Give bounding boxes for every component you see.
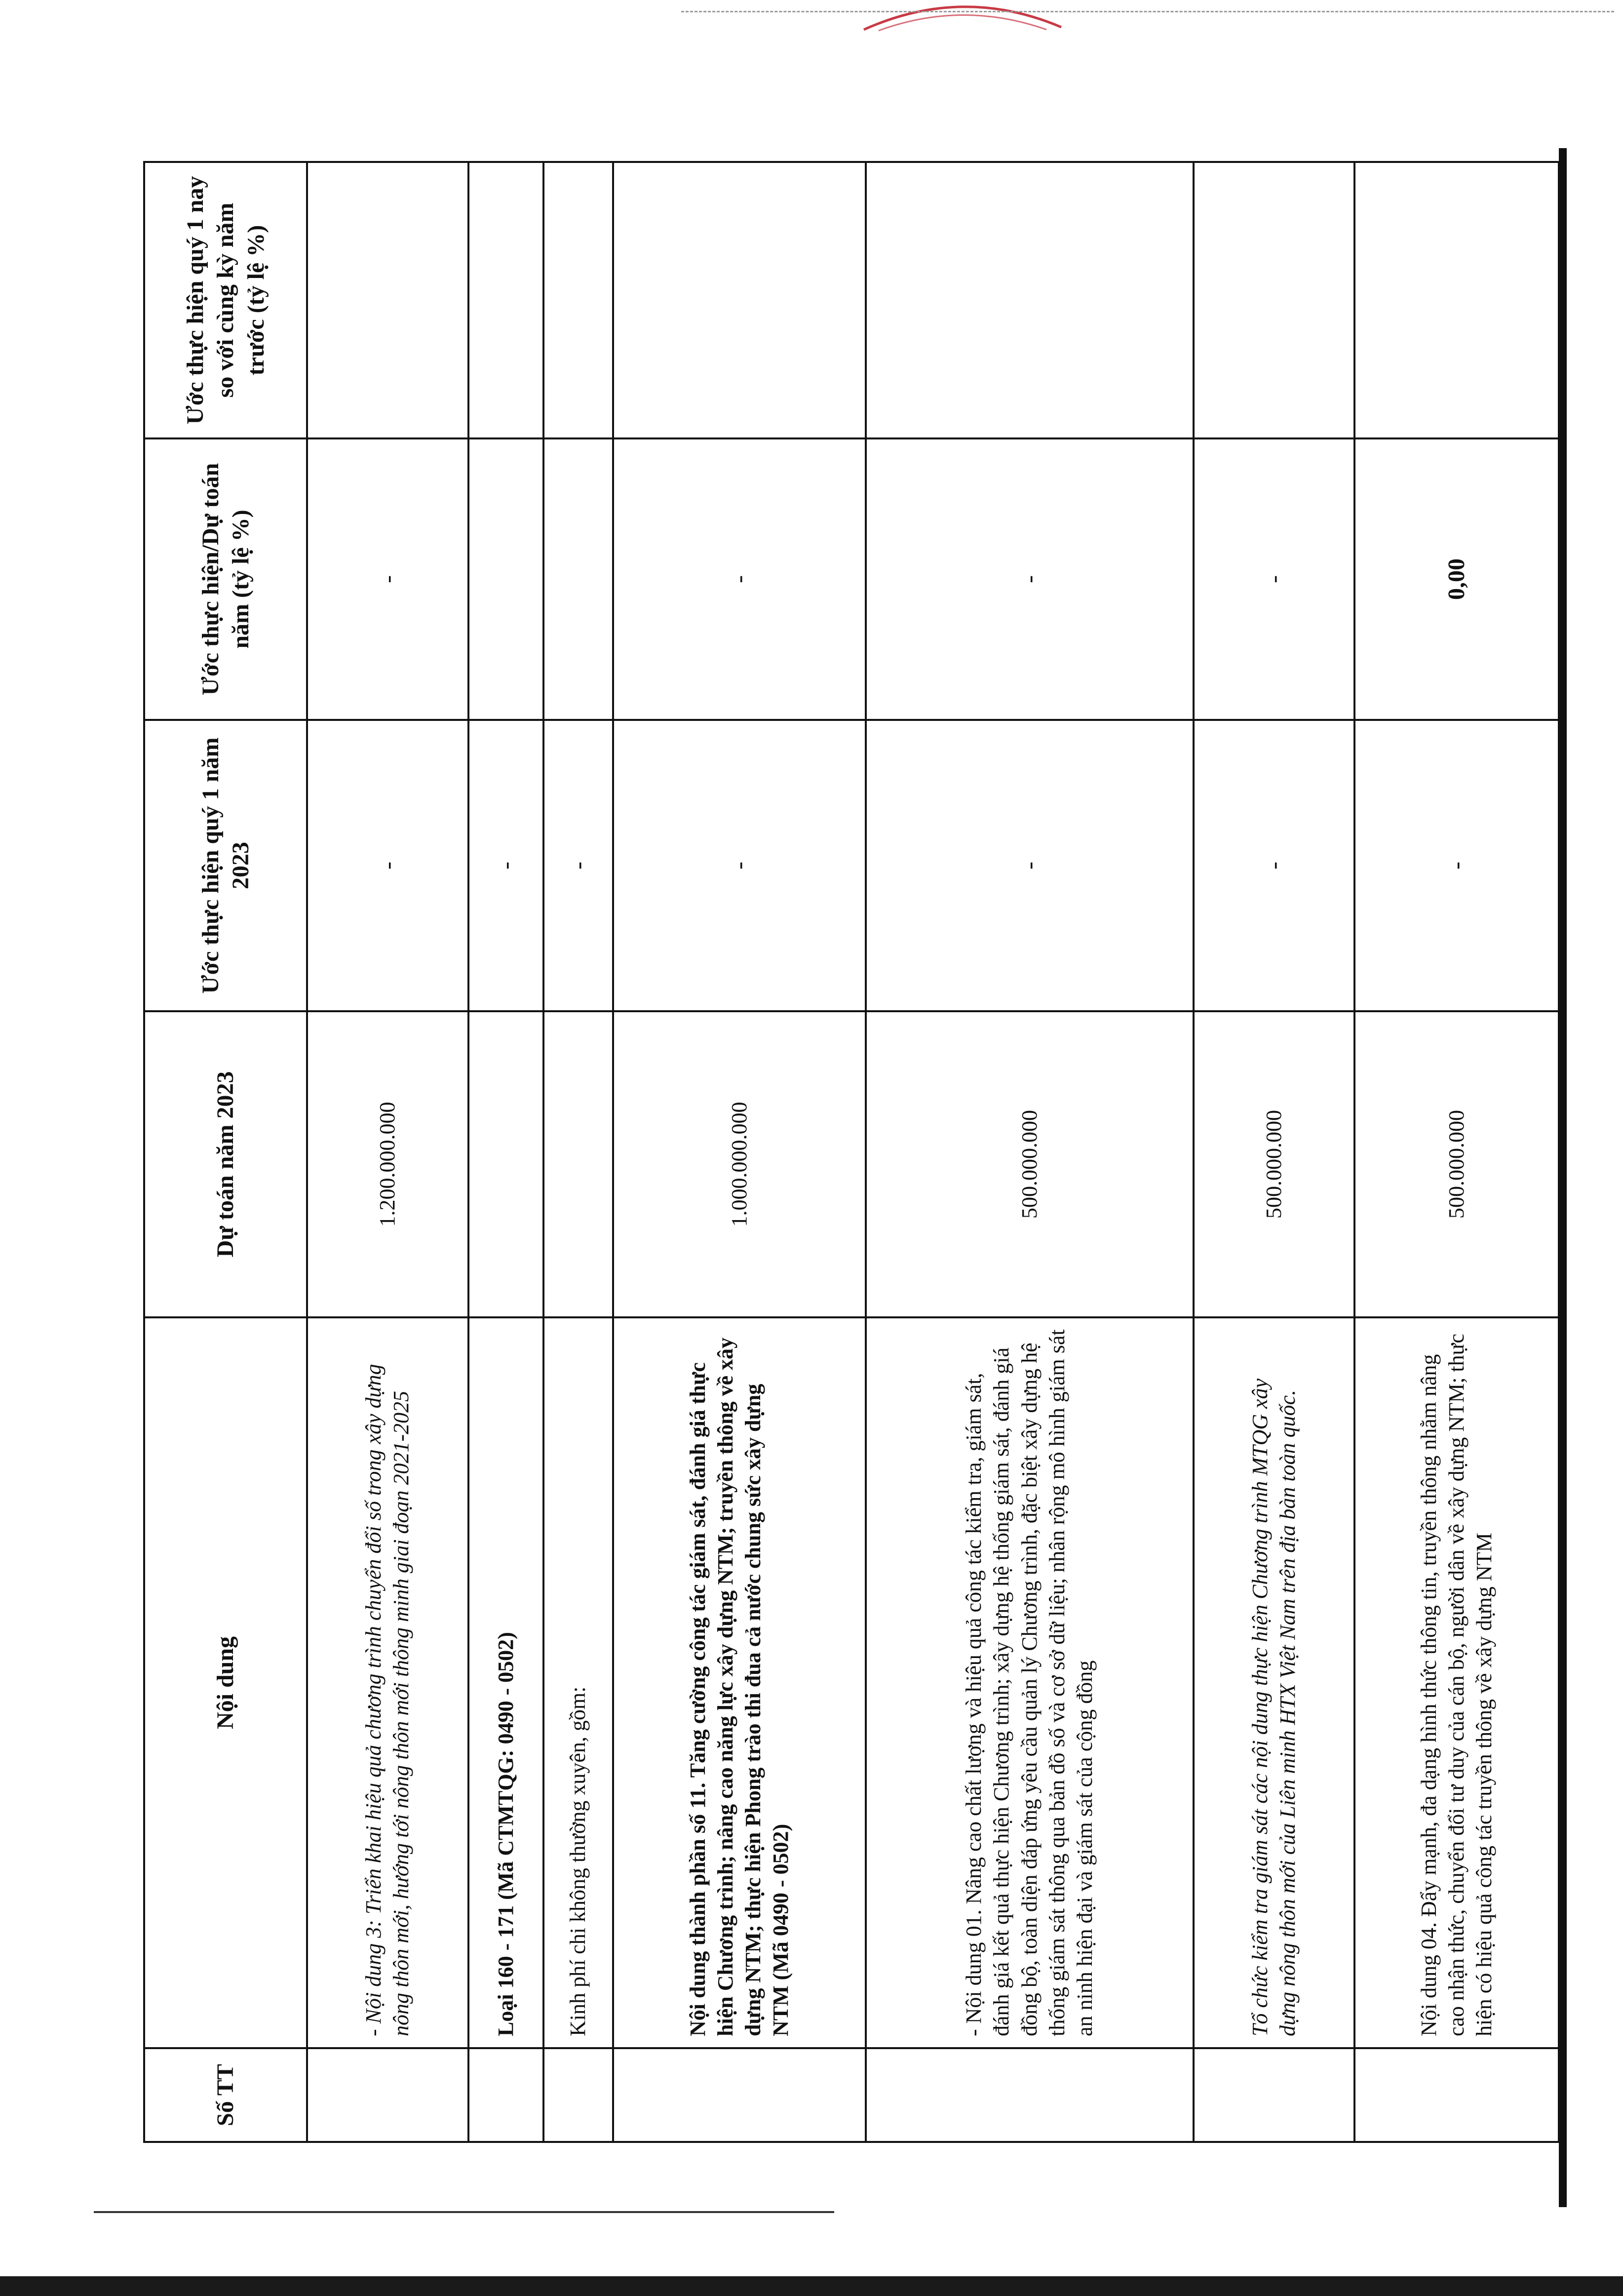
bottom-rule (94, 2211, 834, 2213)
cell-noi-dung: Kinh phí chi không thường xuyên, gồm: (543, 1317, 613, 2048)
bottom-scan-band (0, 2276, 1623, 2296)
table-row (866, 162, 1194, 2142)
cell-uoc-q1: - (1354, 720, 1559, 1011)
table-row (468, 162, 543, 2142)
header-uoc-du-toan: Ước thực hiện/Dự toán năm (tỷ lệ %) (144, 438, 307, 720)
cell-uoc-cung-ky (866, 162, 1194, 438)
header-stt: Số TT (144, 2048, 307, 2142)
cell-stt (1194, 2048, 1355, 2142)
cell-uoc-q1: - (307, 720, 468, 1011)
cell-noi-dung: Nội dung thành phần số 11. Tăng cường công tác giám sát, đánh giá thực hiện Chương trình; nâng cao năng lực xây dựng NTM; truyền thông về xây dựng NTM; thực hiện Phong trào thi đua cả nước chung sức xây dựng NTM (Mã 0490 - 0502) (613, 1317, 866, 2048)
cell-du-toan: 1.000.000.000 (613, 1011, 866, 1317)
cell-stt (543, 2048, 613, 2142)
cell-stt (613, 2048, 866, 2142)
cell-uoc-q1: - (468, 720, 543, 1011)
cell-stt (866, 2048, 1194, 2142)
cell-stt (468, 2048, 543, 2142)
cell-du-toan: 500.000.000 (1354, 1011, 1559, 1317)
cell-uoc-cung-ky (307, 162, 468, 438)
cell-noi-dung: - Nội dung 3: Triển khai hiệu quả chương trình chuyển đổi số trong xây dựng nông thôn mới, hướng tới nông thôn mới thông minh giai đoạn 2021-2025 (307, 1317, 468, 2048)
table-row (1354, 162, 1559, 2142)
cell-du-toan: 500.000.000 (866, 1011, 1194, 1317)
cell-uoc-cung-ky (543, 162, 613, 438)
red-stamp-fragment (859, 0, 1066, 35)
cell-noi-dung: - Nội dung 01. Nâng cao chất lượng và hiệu quả công tác kiểm tra, giám sát, đánh giá kết quả thực hiện Chương trình; xây dựng hệ thống giám sát, đánh giá đồng bộ, toàn diện đáp ứng yêu cầu quản lý Chương trình, đặc biệt xây dựng hệ thống giám sát thông qua bản đồ số và cơ sở dữ liệu; nhân rộng mô hình giám sát an ninh hiện đại và giám sát của cộng đồng (866, 1317, 1194, 2048)
cell-uoc-q1: - (543, 720, 613, 1011)
cell-uoc-q1: - (866, 720, 1194, 1011)
cell-du-toan: 500.000.000 (1194, 1011, 1355, 1317)
budget-table (143, 161, 1560, 2143)
cell-uoc-cung-ky (1194, 162, 1355, 438)
cell-uoc-cung-ky (613, 162, 866, 438)
header-noi-dung: Nội dung (144, 1317, 307, 2048)
table-row (1194, 162, 1355, 2142)
cell-uoc-du-toan: - (613, 438, 866, 720)
cell-noi-dung: Nội dung 04. Đẩy mạnh, đa dạng hình thức thông tin, truyền thông nhằm nâng cao nhận thức, chuyển đổi tư duy của cán bộ, người dân về xây dựng NTM; thực hiện có hiệu quả công tác truyền thông về xây dựng NTM (1354, 1317, 1559, 2048)
cell-stt (307, 2048, 468, 2142)
cell-uoc-du-toan (468, 438, 543, 720)
cell-uoc-cung-ky (468, 162, 543, 438)
cell-du-toan (468, 1011, 543, 1317)
top-scan-line (681, 11, 1614, 12)
right-edge-shadow (1559, 148, 1567, 2207)
cell-uoc-du-toan (543, 438, 613, 720)
cell-stt (1354, 2048, 1559, 2142)
cell-du-toan: 1.200.000.000 (307, 1011, 468, 1317)
cell-noi-dung: Tổ chức kiểm tra giám sát các nội dung thực hiện Chương trình MTQG xây dựng nông thôn mới của Liên minh HTX Việt Nam trên địa bàn toàn quốc. (1194, 1317, 1355, 2048)
rotated-table-wrapper (143, 163, 1560, 2143)
cell-uoc-cung-ky (1354, 162, 1559, 438)
cell-uoc-du-toan: - (1194, 438, 1355, 720)
header-uoc-cung-ky: Ước thực hiện quý 1 nay so với cùng kỳ năm trước (tỷ lệ %) (144, 162, 307, 438)
cell-uoc-du-toan: - (307, 438, 468, 720)
table-header-row (144, 162, 307, 2142)
cell-noi-dung: Loại 160 - 171 (Mã CTMTQG: 0490 - 0502) (468, 1317, 543, 2048)
header-uoc-q1: Ước thực hiện quý 1 năm 2023 (144, 720, 307, 1011)
table-row (543, 162, 613, 2142)
header-du-toan: Dự toán năm 2023 (144, 1011, 307, 1317)
table-row (613, 162, 866, 2142)
cell-uoc-q1: - (1194, 720, 1355, 1011)
cell-uoc-du-toan: - (866, 438, 1194, 720)
cell-du-toan (543, 1011, 613, 1317)
cell-uoc-du-toan: 0,00 (1354, 438, 1559, 720)
table-row (307, 162, 468, 2142)
cell-uoc-q1: - (613, 720, 866, 1011)
